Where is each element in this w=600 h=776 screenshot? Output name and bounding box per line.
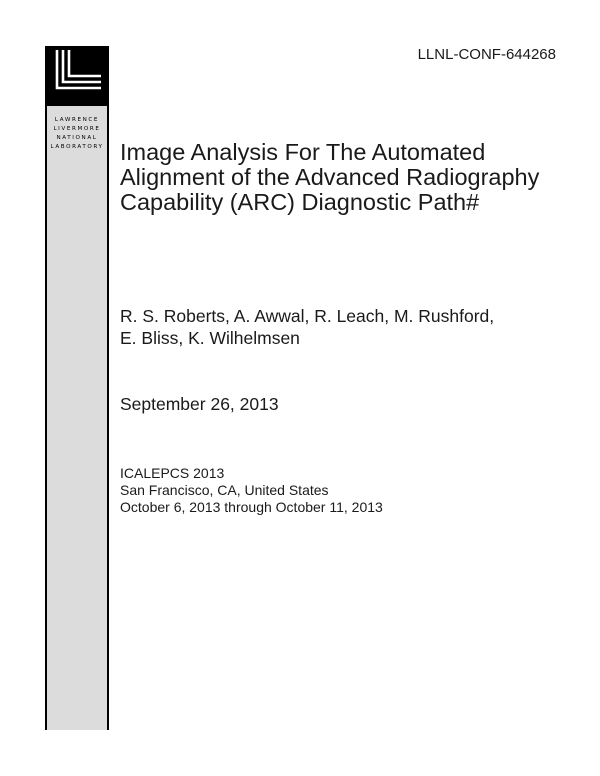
author-line: R. S. Roberts, A. Awwal, R. Leach, M. Rushford, — [120, 306, 495, 326]
document-title — [120, 140, 580, 215]
report-number: LLNL-CONF-644268 — [417, 46, 556, 63]
lab-name-line: LAWRENCE — [54, 117, 100, 123]
title-line: Capability (ARC) Diagnostic Path# — [120, 189, 480, 215]
title-line: Image Analysis For The Automated — [120, 139, 486, 165]
lab-name-line: LIVERMORE — [53, 126, 101, 132]
laboratory-name — [47, 116, 107, 152]
publication-date: September 26, 2013 — [120, 394, 279, 414]
author-list — [120, 305, 580, 349]
conference-name: ICALEPCS 2013 — [120, 465, 225, 481]
lab-name-line: NATIONAL — [56, 135, 98, 141]
lab-name-line: LABORATORY — [50, 144, 104, 150]
title-line: Alignment of the Advanced Radiography — [120, 164, 540, 190]
conference-info — [120, 465, 383, 516]
conference-dates: October 6, 2013 through October 11, 2013 — [120, 499, 383, 515]
author-line: E. Bliss, K. Wilhelmsen — [120, 328, 300, 348]
conference-location: San Francisco, CA, United States — [120, 482, 329, 498]
llnl-logo-icon — [47, 46, 107, 106]
